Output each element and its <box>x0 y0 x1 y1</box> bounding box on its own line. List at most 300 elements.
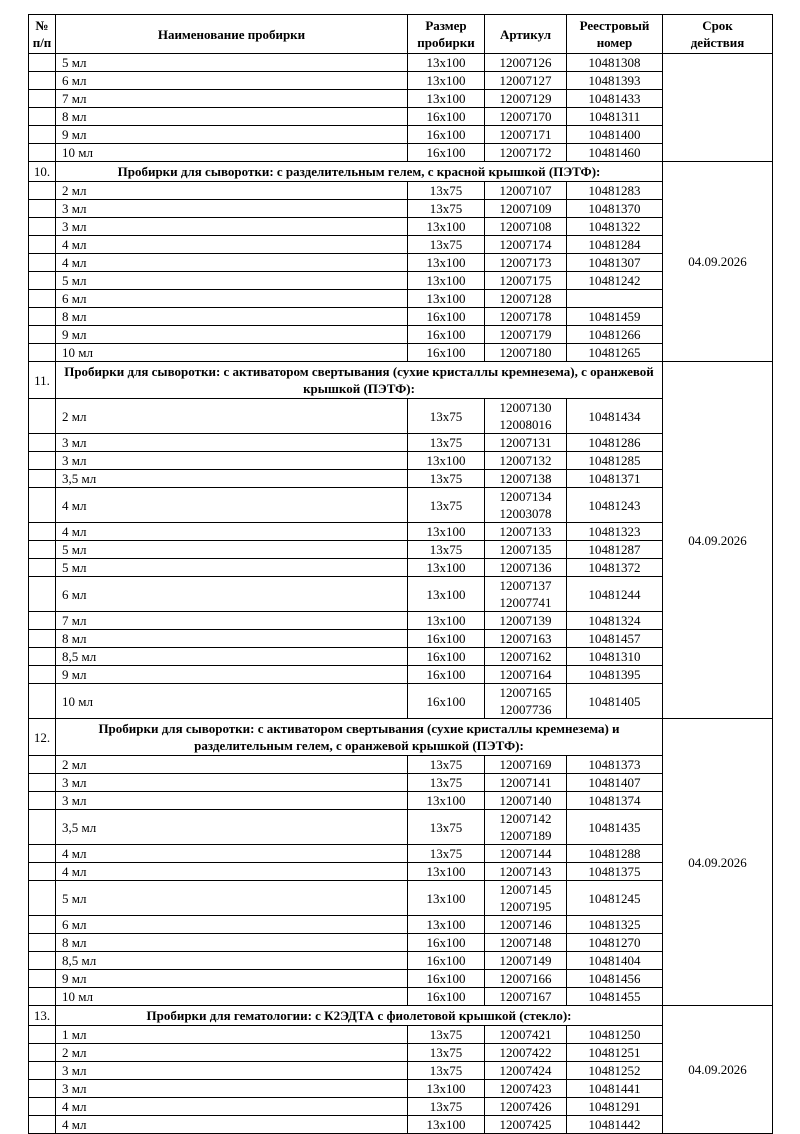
tube-size-cell: 13x75 <box>408 756 485 774</box>
tube-name-cell: 9 мл <box>56 126 408 144</box>
tube-name-cell: 6 мл <box>56 916 408 934</box>
tube-name-cell: 3 мл <box>56 774 408 792</box>
table-row <box>29 108 773 126</box>
table-row <box>29 200 773 218</box>
article-cell: 12007175 <box>485 272 567 290</box>
registry-cell: 10481308 <box>567 54 663 72</box>
tube-size-cell: 13x75 <box>408 541 485 559</box>
row-number-cell <box>29 523 56 541</box>
section-number: 11. <box>29 362 56 399</box>
registry-cell: 10481393 <box>567 72 663 90</box>
article-cell: 12007140 <box>485 792 567 810</box>
article-cell: 12007132 <box>485 452 567 470</box>
article-cell: 12007139 <box>485 612 567 630</box>
tube-name-cell: 9 мл <box>56 970 408 988</box>
col-header-name: Наименование пробирки <box>56 15 408 54</box>
table-row <box>29 54 773 72</box>
row-number-cell <box>29 254 56 272</box>
tube-size-cell: 13x75 <box>408 399 485 434</box>
tube-name-cell: 2 мл <box>56 182 408 200</box>
row-number-cell <box>29 236 56 254</box>
registry-cell: 10481395 <box>567 666 663 684</box>
table-row <box>29 1098 773 1116</box>
tube-size-cell: 13x75 <box>408 236 485 254</box>
tube-name-cell: 6 мл <box>56 577 408 612</box>
tube-name-cell: 8,5 мл <box>56 648 408 666</box>
row-number-cell <box>29 1098 56 1116</box>
row-number-cell <box>29 630 56 648</box>
tube-name-cell: 3,5 мл <box>56 470 408 488</box>
article-cell: 12007135 <box>485 541 567 559</box>
table-row <box>29 810 773 845</box>
tube-size-cell: 16x100 <box>408 684 485 719</box>
row-number-cell <box>29 559 56 577</box>
section-number: 10. <box>29 162 56 182</box>
section-header-row <box>29 162 773 182</box>
validity-cell: 04.09.2026 <box>663 719 773 1006</box>
tube-name-cell: 3,5 мл <box>56 810 408 845</box>
validity-cell: 04.09.2026 <box>663 162 773 362</box>
section-number: 13. <box>29 1006 56 1026</box>
registry-cell: 10481242 <box>567 272 663 290</box>
section-header-row <box>29 1006 773 1026</box>
tube-name-cell: 5 мл <box>56 541 408 559</box>
tube-name-cell: 3 мл <box>56 1080 408 1098</box>
row-number-cell <box>29 126 56 144</box>
tube-name-cell: 10 мл <box>56 344 408 362</box>
tube-name-cell: 6 мл <box>56 290 408 308</box>
tube-size-cell: 16x100 <box>408 308 485 326</box>
article-cell: 12007179 <box>485 326 567 344</box>
section-header-row <box>29 362 773 399</box>
tube-size-cell: 16x100 <box>408 108 485 126</box>
table-row <box>29 612 773 630</box>
article-cell: 12007170 <box>485 108 567 126</box>
table-row <box>29 236 773 254</box>
registry-cell: 10481325 <box>567 916 663 934</box>
table-row <box>29 863 773 881</box>
registry-cell: 10481459 <box>567 308 663 326</box>
registry-cell: 10481286 <box>567 434 663 452</box>
table-row <box>29 90 773 108</box>
registry-cell: 10481291 <box>567 1098 663 1116</box>
row-number-cell <box>29 488 56 523</box>
tube-name-cell: 8 мл <box>56 934 408 952</box>
table-row <box>29 934 773 952</box>
article-cell: 12007422 <box>485 1044 567 1062</box>
table-body <box>29 54 773 1134</box>
registry-cell: 10481375 <box>567 863 663 881</box>
registry-cell: 10481322 <box>567 218 663 236</box>
article-cell: 12007128 <box>485 290 567 308</box>
tube-name-cell: 10 мл <box>56 988 408 1006</box>
tube-size-cell: 13x75 <box>408 200 485 218</box>
row-number-cell <box>29 756 56 774</box>
registry-cell: 10481244 <box>567 577 663 612</box>
tube-name-cell: 3 мл <box>56 434 408 452</box>
article-cell: 12007141 <box>485 774 567 792</box>
tube-name-cell: 3 мл <box>56 200 408 218</box>
row-number-cell <box>29 290 56 308</box>
row-number-cell <box>29 1026 56 1044</box>
registry-cell: 10481252 <box>567 1062 663 1080</box>
registry-cell: 10481400 <box>567 126 663 144</box>
article-cell: 12007143 <box>485 863 567 881</box>
tube-size-cell: 13x75 <box>408 1098 485 1116</box>
tube-name-cell: 9 мл <box>56 326 408 344</box>
tube-size-cell: 13x75 <box>408 470 485 488</box>
table-row <box>29 290 773 308</box>
registry-cell: 10481457 <box>567 630 663 648</box>
section-header-row <box>29 719 773 756</box>
tube-size-cell: 16x100 <box>408 630 485 648</box>
registry-cell: 10481441 <box>567 1080 663 1098</box>
registry-cell: 10481323 <box>567 523 663 541</box>
validity-cell: 04.09.2026 <box>663 1006 773 1134</box>
table-row <box>29 308 773 326</box>
tube-name-cell: 5 мл <box>56 54 408 72</box>
tubes-table <box>28 14 773 1134</box>
row-number-cell <box>29 326 56 344</box>
registry-cell: 10481287 <box>567 541 663 559</box>
tube-size-cell: 13x100 <box>408 577 485 612</box>
row-number-cell <box>29 577 56 612</box>
article-cell: 12007137 12007741 <box>485 577 567 612</box>
registry-cell: 10481370 <box>567 200 663 218</box>
row-number-cell <box>29 1044 56 1062</box>
article-cell: 12007138 <box>485 470 567 488</box>
registry-cell: 10481407 <box>567 774 663 792</box>
article-cell: 12007126 <box>485 54 567 72</box>
table-row <box>29 630 773 648</box>
registry-cell: 10481455 <box>567 988 663 1006</box>
article-cell: 12007164 <box>485 666 567 684</box>
tube-size-cell: 13x100 <box>408 612 485 630</box>
table-row <box>29 452 773 470</box>
table-row <box>29 144 773 162</box>
registry-cell: 10481243 <box>567 488 663 523</box>
tube-size-cell: 16x100 <box>408 952 485 970</box>
table-row <box>29 845 773 863</box>
row-number-cell <box>29 684 56 719</box>
tube-size-cell: 13x100 <box>408 452 485 470</box>
table-row <box>29 218 773 236</box>
tube-size-cell: 16x100 <box>408 970 485 988</box>
tube-size-cell: 13x75 <box>408 1044 485 1062</box>
registry-cell: 10481372 <box>567 559 663 577</box>
tube-size-cell: 13x100 <box>408 272 485 290</box>
tube-size-cell: 13x100 <box>408 523 485 541</box>
tube-name-cell: 5 мл <box>56 272 408 290</box>
table-row <box>29 648 773 666</box>
row-number-cell <box>29 182 56 200</box>
table-row <box>29 952 773 970</box>
article-cell: 12007130 12008016 <box>485 399 567 434</box>
registry-cell: 10481245 <box>567 881 663 916</box>
tube-size-cell: 13x75 <box>408 1026 485 1044</box>
row-number-cell <box>29 90 56 108</box>
article-cell: 12007167 <box>485 988 567 1006</box>
table-row <box>29 326 773 344</box>
tube-size-cell: 13x100 <box>408 72 485 90</box>
row-number-cell <box>29 272 56 290</box>
table-row <box>29 881 773 916</box>
table-row <box>29 916 773 934</box>
tube-name-cell: 8 мл <box>56 108 408 126</box>
tube-size-cell: 13x100 <box>408 863 485 881</box>
article-cell: 12007107 <box>485 182 567 200</box>
table-row <box>29 1044 773 1062</box>
tube-name-cell: 7 мл <box>56 612 408 630</box>
row-number-cell <box>29 970 56 988</box>
registry-cell: 10481435 <box>567 810 663 845</box>
table-row <box>29 272 773 290</box>
article-cell: 12007149 <box>485 952 567 970</box>
section-title: Пробирки для сыворотки: с активатором свертывания (сухие кристаллы кремнезема) и разделительным гелем, с оранжевой крышкой (ПЭТФ): <box>56 719 663 756</box>
article-cell: 12007180 <box>485 344 567 362</box>
tube-name-cell: 7 мл <box>56 90 408 108</box>
article-cell: 12007425 <box>485 1116 567 1134</box>
registry-cell: 10481456 <box>567 970 663 988</box>
tube-name-cell: 3 мл <box>56 792 408 810</box>
registry-cell: 10481270 <box>567 934 663 952</box>
tube-name-cell: 4 мл <box>56 845 408 863</box>
tube-size-cell: 13x75 <box>408 845 485 863</box>
tube-size-cell: 13x75 <box>408 774 485 792</box>
tube-size-cell: 13x100 <box>408 54 485 72</box>
table-row <box>29 1080 773 1098</box>
table-row <box>29 970 773 988</box>
tube-name-cell: 6 мл <box>56 72 408 90</box>
row-number-cell <box>29 1062 56 1080</box>
row-number-cell <box>29 612 56 630</box>
table-row <box>29 344 773 362</box>
registry-cell: 10481371 <box>567 470 663 488</box>
table-row <box>29 1026 773 1044</box>
tube-size-cell: 13x100 <box>408 254 485 272</box>
tube-name-cell: 8 мл <box>56 630 408 648</box>
tube-size-cell: 13x75 <box>408 810 485 845</box>
registry-cell: 10481433 <box>567 90 663 108</box>
row-number-cell <box>29 916 56 934</box>
tube-size-cell: 13x75 <box>408 1062 485 1080</box>
article-cell: 12007148 <box>485 934 567 952</box>
table-row <box>29 541 773 559</box>
section-title: Пробирки для сыворотки: с разделительным гелем, с красной крышкой (ПЭТФ): <box>56 162 663 182</box>
registry-cell: 10481460 <box>567 144 663 162</box>
article-cell: 12007423 <box>485 1080 567 1098</box>
row-number-cell <box>29 810 56 845</box>
registry-cell: 10481310 <box>567 648 663 666</box>
tube-name-cell: 4 мл <box>56 1116 408 1134</box>
tube-size-cell: 13x100 <box>408 881 485 916</box>
article-cell: 12007144 <box>485 845 567 863</box>
article-cell: 12007162 <box>485 648 567 666</box>
col-header-number: № п/п <box>29 15 56 54</box>
article-cell: 12007421 <box>485 1026 567 1044</box>
table-row <box>29 774 773 792</box>
tube-size-cell: 13x100 <box>408 559 485 577</box>
section-number: 12. <box>29 719 56 756</box>
table-row <box>29 666 773 684</box>
registry-cell: 10481266 <box>567 326 663 344</box>
row-number-cell <box>29 666 56 684</box>
article-cell: 12007109 <box>485 200 567 218</box>
validity-cell <box>663 54 773 162</box>
tube-size-cell: 13x100 <box>408 1116 485 1134</box>
tube-name-cell: 5 мл <box>56 881 408 916</box>
registry-cell: 10481288 <box>567 845 663 863</box>
tube-size-cell: 13x100 <box>408 218 485 236</box>
article-cell: 12007178 <box>485 308 567 326</box>
tube-size-cell: 13x75 <box>408 488 485 523</box>
registry-cell: 10481251 <box>567 1044 663 1062</box>
tube-size-cell: 16x100 <box>408 988 485 1006</box>
article-cell: 12007163 <box>485 630 567 648</box>
tube-name-cell: 4 мл <box>56 254 408 272</box>
article-cell: 12007174 <box>485 236 567 254</box>
article-cell: 12007145 12007195 <box>485 881 567 916</box>
article-cell: 12007127 <box>485 72 567 90</box>
table-row <box>29 72 773 90</box>
row-number-cell <box>29 934 56 952</box>
article-cell: 12007108 <box>485 218 567 236</box>
table-row <box>29 126 773 144</box>
tube-name-cell: 4 мл <box>56 863 408 881</box>
tube-size-cell: 13x100 <box>408 1080 485 1098</box>
section-title: Пробирки для гематологии: с К2ЭДТА с фиолетовой крышкой (стекло): <box>56 1006 663 1026</box>
registry-cell: 10481265 <box>567 344 663 362</box>
table-row <box>29 488 773 523</box>
table-row <box>29 1062 773 1080</box>
registry-cell <box>567 290 663 308</box>
table-row <box>29 684 773 719</box>
article-cell: 12007129 <box>485 90 567 108</box>
tube-name-cell: 4 мл <box>56 236 408 254</box>
tube-name-cell: 3 мл <box>56 218 408 236</box>
registry-cell: 10481307 <box>567 254 663 272</box>
article-cell: 12007166 <box>485 970 567 988</box>
row-number-cell <box>29 648 56 666</box>
tube-name-cell: 4 мл <box>56 523 408 541</box>
row-number-cell <box>29 863 56 881</box>
header-row <box>29 15 773 54</box>
article-cell: 12007173 <box>485 254 567 272</box>
article-cell: 12007172 <box>485 144 567 162</box>
tube-size-cell: 16x100 <box>408 126 485 144</box>
registry-cell: 10481283 <box>567 182 663 200</box>
table-row <box>29 399 773 434</box>
table-row <box>29 523 773 541</box>
row-number-cell <box>29 344 56 362</box>
row-number-cell <box>29 845 56 863</box>
article-cell: 12007424 <box>485 1062 567 1080</box>
article-cell: 12007136 <box>485 559 567 577</box>
tube-name-cell: 3 мл <box>56 1062 408 1080</box>
registry-cell: 10481404 <box>567 952 663 970</box>
tube-name-cell: 5 мл <box>56 559 408 577</box>
row-number-cell <box>29 434 56 452</box>
tube-size-cell: 13x100 <box>408 916 485 934</box>
row-number-cell <box>29 452 56 470</box>
table-row <box>29 559 773 577</box>
tube-size-cell: 13x100 <box>408 90 485 108</box>
col-header-size: Размер пробирки <box>408 15 485 54</box>
table-row <box>29 182 773 200</box>
tube-name-cell: 10 мл <box>56 144 408 162</box>
registry-cell: 10481285 <box>567 452 663 470</box>
article-cell: 12007146 <box>485 916 567 934</box>
registry-cell: 10481373 <box>567 756 663 774</box>
row-number-cell <box>29 218 56 236</box>
table-row <box>29 756 773 774</box>
tube-name-cell: 8 мл <box>56 308 408 326</box>
row-number-cell <box>29 399 56 434</box>
section-title: Пробирки для сыворотки: с активатором свертывания (сухие кристаллы кремнезема), с оранжевой крышкой (ПЭТФ): <box>56 362 663 399</box>
row-number-cell <box>29 54 56 72</box>
tube-size-cell: 13x100 <box>408 290 485 308</box>
row-number-cell <box>29 200 56 218</box>
tube-name-cell: 1 мл <box>56 1026 408 1044</box>
col-header-registry: Реестровый номер <box>567 15 663 54</box>
table-row <box>29 254 773 272</box>
registry-cell: 10481434 <box>567 399 663 434</box>
row-number-cell <box>29 774 56 792</box>
article-cell: 12007169 <box>485 756 567 774</box>
tube-size-cell: 13x100 <box>408 792 485 810</box>
col-header-article: Артикул <box>485 15 567 54</box>
registry-cell: 10481284 <box>567 236 663 254</box>
tube-name-cell: 2 мл <box>56 1044 408 1062</box>
tube-name-cell: 8,5 мл <box>56 952 408 970</box>
article-cell: 12007131 <box>485 434 567 452</box>
table-row <box>29 988 773 1006</box>
tube-name-cell: 9 мл <box>56 666 408 684</box>
registry-cell: 10481442 <box>567 1116 663 1134</box>
tube-size-cell: 16x100 <box>408 344 485 362</box>
registry-cell: 10481250 <box>567 1026 663 1044</box>
row-number-cell <box>29 308 56 326</box>
row-number-cell <box>29 470 56 488</box>
tube-name-cell: 4 мл <box>56 488 408 523</box>
tube-size-cell: 13x75 <box>408 182 485 200</box>
registry-cell: 10481324 <box>567 612 663 630</box>
table-row <box>29 434 773 452</box>
row-number-cell <box>29 72 56 90</box>
row-number-cell <box>29 881 56 916</box>
row-number-cell <box>29 988 56 1006</box>
article-cell: 12007134 12003078 <box>485 488 567 523</box>
tube-name-cell: 3 мл <box>56 452 408 470</box>
row-number-cell <box>29 541 56 559</box>
col-header-validity: Срок действия <box>663 15 773 54</box>
registry-cell: 10481374 <box>567 792 663 810</box>
article-cell: 12007142 12007189 <box>485 810 567 845</box>
tube-size-cell: 16x100 <box>408 144 485 162</box>
tube-size-cell: 16x100 <box>408 666 485 684</box>
table-row <box>29 470 773 488</box>
table-row <box>29 577 773 612</box>
table-row <box>29 792 773 810</box>
tube-size-cell: 16x100 <box>408 326 485 344</box>
tube-name-cell: 2 мл <box>56 399 408 434</box>
row-number-cell <box>29 952 56 970</box>
article-cell: 12007426 <box>485 1098 567 1116</box>
row-number-cell <box>29 792 56 810</box>
tube-size-cell: 16x100 <box>408 934 485 952</box>
article-cell: 12007165 12007736 <box>485 684 567 719</box>
row-number-cell <box>29 1080 56 1098</box>
